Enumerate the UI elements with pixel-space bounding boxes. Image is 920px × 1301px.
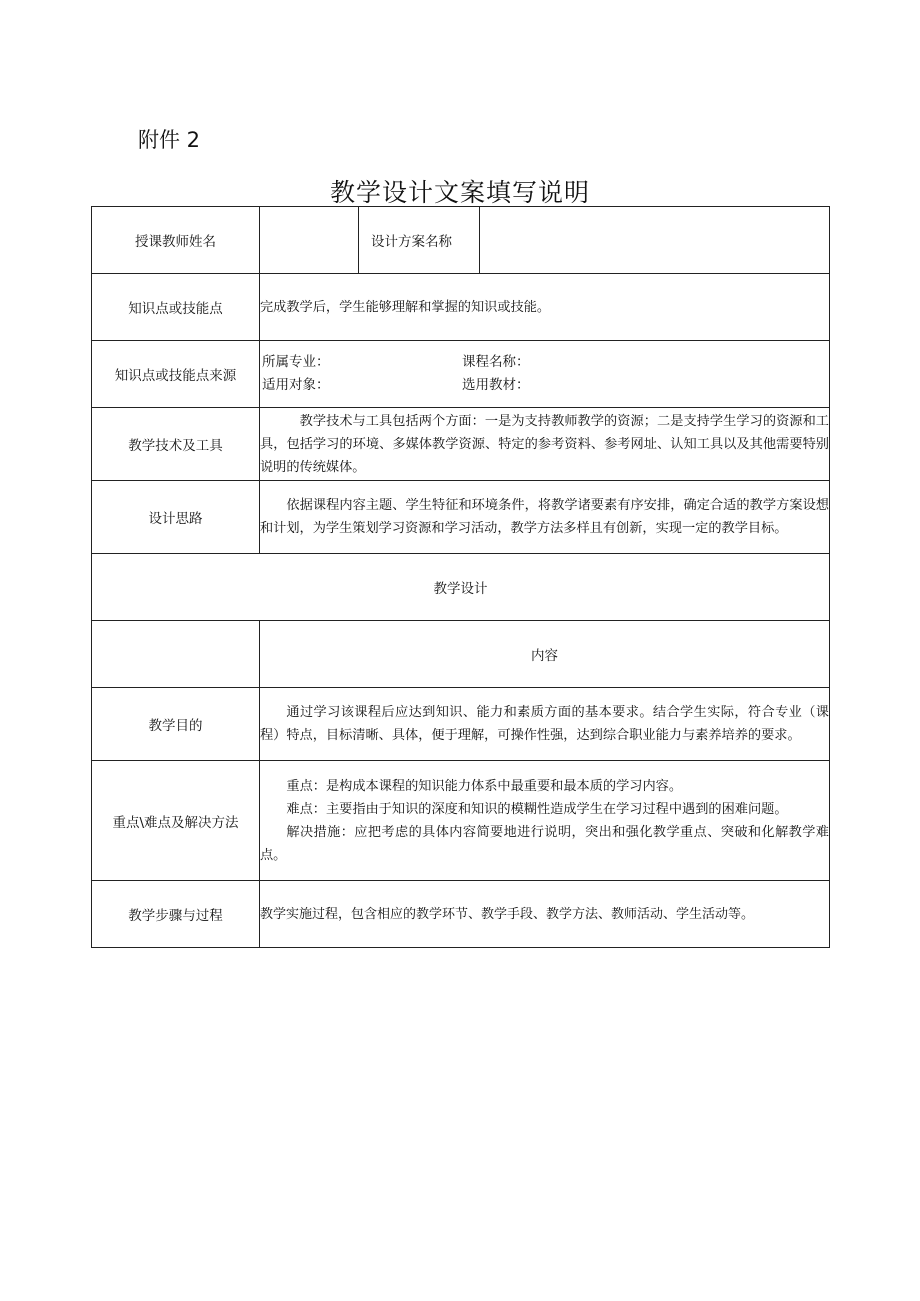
plan-name-label: 设计方案名称 xyxy=(359,207,480,274)
goal-cell xyxy=(260,688,830,761)
course-label: 课程名称： xyxy=(462,354,530,370)
goal-label: 教学目的 xyxy=(92,688,260,761)
content-header-label: 内容 xyxy=(260,621,830,688)
row-knowledge xyxy=(92,274,830,341)
key-points-label: 重点\难点及解决方法 xyxy=(92,761,260,881)
row-goal xyxy=(92,688,830,761)
steps-label: 教学步骤与过程 xyxy=(92,881,260,948)
source-cell xyxy=(260,341,830,408)
tech-label: 教学技术及工具 xyxy=(92,408,260,481)
row-idea xyxy=(92,481,830,554)
row-teacher xyxy=(92,207,830,274)
tech-text: 教学技术与工具包括两个方面：一是为支持教师教学的资源；二是支持学生学习的资源和工具，包括学习的环境、多媒体教学资源、特定的参考资料、参考网址、认知工具以及其他需要特别说明的传统媒体。 xyxy=(260,413,829,475)
tech-cell xyxy=(260,408,830,481)
idea-cell xyxy=(260,481,830,554)
textbook-label: 选用教材： xyxy=(462,377,530,393)
section-title: 教学设计 xyxy=(92,554,830,621)
key-point-text: 重点：是构成本课程的知识能力体系中最重要和最本质的学习内容。 xyxy=(286,778,683,794)
idea-text: 依据课程内容主题、学生特征和环境条件，将教学诸要素有序安排，确定合适的教学方案设想和计划，为学生策划学习资源和学习活动，教学方法多样且有创新，实现一定的教学目标。 xyxy=(260,498,829,536)
teacher-name-field[interactable] xyxy=(260,207,359,274)
knowledge-label: 知识点或技能点 xyxy=(92,274,260,341)
row-steps xyxy=(92,881,830,948)
row-key-points xyxy=(92,761,830,881)
row-source xyxy=(92,341,830,408)
plan-name-field[interactable] xyxy=(480,207,830,274)
document-title: 教学设计文案填写说明 xyxy=(329,178,590,207)
goal-text: 通过学习该课程后应达到知识、能力和素质方面的基本要求。结合学生实际，符合专业（课程）特点，目标清晰、具体，便于理解，可操作性强，达到综合职业能力与素养培养的要求。 xyxy=(260,705,829,743)
annex-label: 附件 2 xyxy=(138,128,201,152)
row-section-title xyxy=(92,554,830,621)
lesson-plan-form-table xyxy=(91,206,830,948)
idea-label: 设计思路 xyxy=(92,481,260,554)
knowledge-text: 完成教学后，学生能够理解和掌握的知识或技能。 xyxy=(260,274,830,341)
content-header-blank xyxy=(92,621,260,688)
solution-text: 解决措施：应把考虑的具体内容简要地进行说明，突出和强化教学重点、突破和化解教学难点。 xyxy=(260,824,829,863)
row-content-header xyxy=(92,621,830,688)
source-label: 知识点或技能点来源 xyxy=(92,341,260,408)
major-label: 所属专业： xyxy=(262,354,330,370)
audience-label: 适用对象： xyxy=(262,377,330,393)
row-tech xyxy=(92,408,830,481)
key-points-cell xyxy=(260,761,830,881)
steps-text: 教学实施过程，包含相应的教学环节、教学手段、教学方法、教师活动、学生活动等。 xyxy=(260,881,830,948)
difficulty-text: 难点：主要指由于知识的深度和知识的模糊性造成学生在学习过程中遇到的困难问题。 xyxy=(286,801,788,817)
teacher-name-label: 授课教师姓名 xyxy=(92,207,260,274)
